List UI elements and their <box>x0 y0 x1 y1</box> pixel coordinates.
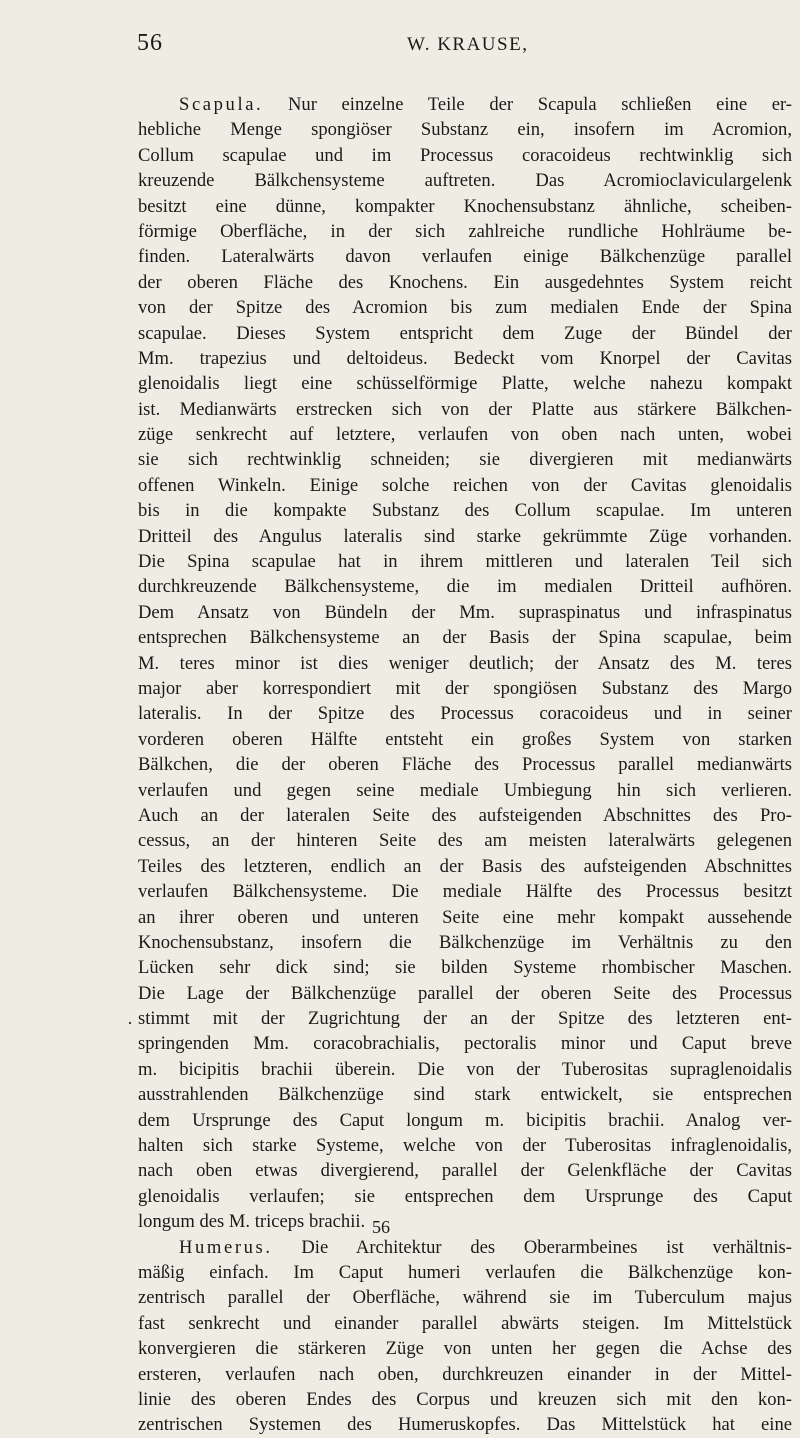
text-line <box>138 905 792 930</box>
section-heading: Humerus. <box>179 1236 273 1258</box>
text-line <box>138 549 792 574</box>
line-text: fast senkrecht und einander parallel abwärts steigen. Im Mittelstück <box>138 1312 792 1334</box>
line-text: Knochensubstanz, insofern die Bälkchenzüge im Verhältnis zu den <box>138 931 792 953</box>
text-line <box>138 447 792 472</box>
text-line <box>138 1184 792 1209</box>
text-line <box>138 625 792 650</box>
page-number: 56 <box>137 30 163 56</box>
text-line <box>138 727 792 752</box>
text-line <box>138 397 792 422</box>
text-line <box>138 321 792 346</box>
text-line <box>138 1006 792 1031</box>
text-line <box>138 600 792 625</box>
text-line <box>138 346 792 371</box>
text-line <box>138 879 792 904</box>
text-line <box>138 981 792 1006</box>
margin-mark: · <box>127 1013 133 1033</box>
line-text: sie sich rechtwinklig schneiden; sie divergieren mit medianwärts <box>138 449 792 471</box>
line-text: hebliche Menge spongiöser Substanz ein, insofern im Acromion, <box>138 119 792 141</box>
text-line <box>138 473 792 498</box>
line-text: Die Lage der Bälkchenzüge parallel der oberen Seite des Processus <box>138 982 792 1004</box>
text-line <box>138 194 792 219</box>
section-heading: Scapula. <box>179 94 264 115</box>
line-text: durchkreuzende Bälkchensysteme, die im medialen Dritteil aufhören. <box>138 576 792 598</box>
text-line <box>138 752 792 777</box>
line-text: springenden Mm. coracobrachialis, pectoralis minor und Caput breve <box>138 1033 792 1055</box>
line-text: ist. Medianwärts erstrecken sich von der Platte aus stärkere Bälkchen- <box>138 398 792 420</box>
text-line <box>138 1158 792 1183</box>
line-text: kreuzende Bälkchensysteme auftreten. Das Acromioclaviculargelenk <box>138 170 792 192</box>
line-text: ersteren, verlaufen nach oben, durchkreuzen einander in der Mittel- <box>138 1363 792 1385</box>
text-line <box>138 371 792 396</box>
line-text: Auch an der lateralen Seite des aufsteigenden Abschnittes des Pro- <box>138 804 792 826</box>
line-text: scapulae. Dieses System entspricht dem Zuge der Bündel der <box>138 322 792 344</box>
line-text: bis in die kompakte Substanz des Collum scapulae. Im unteren <box>138 500 792 522</box>
line-text: finden. Lateralwärts davon verlaufen einige Bälkchenzüge parallel <box>138 246 792 268</box>
text-line <box>138 955 792 980</box>
line-text: linie des oberen Endes des Corpus und kreuzen sich mit den kon- <box>138 1388 792 1410</box>
footer-page-number: 56 <box>372 1217 390 1237</box>
text-line <box>138 1133 792 1158</box>
text-line <box>138 803 792 828</box>
text-line <box>138 854 792 879</box>
text-line <box>138 92 792 117</box>
text-line <box>138 1412 792 1437</box>
text-line <box>138 270 792 295</box>
line-text: zentrischen Systemen des Humeruskopfes. Das Mittelstück hat eine <box>138 1414 792 1436</box>
line-text: Nur einzelne Teile der Scapula schließen eine er- <box>263 94 792 115</box>
line-text: züge senkrecht auf letztere, verlaufen von oben nach unten, wobei <box>138 424 792 446</box>
line-text: Die Architektur des Oberarmbeines ist verhältnis- <box>272 1236 792 1258</box>
line-text: der oberen Fläche des Knochens. Ein ausgedehntes System reicht <box>138 271 792 293</box>
text-line <box>138 1336 792 1361</box>
line-text: nach oben etwas divergierend, parallel der Gelenkfläche der Cavitas <box>138 1160 792 1182</box>
line-text: glenoidalis verlaufen; sie entsprechen dem Ursprunge des Caput <box>138 1185 792 1207</box>
text-line <box>138 828 792 853</box>
line-text: konvergieren die stärkeren Züge von unten her gegen die Achse des <box>138 1338 792 1360</box>
line-text: Collum scapulae und im Processus coracoideus rechtwinklig sich <box>138 144 792 166</box>
line-text: vorderen oberen Hälfte entsteht ein großes System von starken <box>138 728 792 750</box>
line-text: M. teres minor ist dies weniger deutlich; der Ansatz des M. teres <box>138 652 792 674</box>
line-text: zentrisch parallel der Oberfläche, während sie im Tuberculum majus <box>138 1287 792 1309</box>
text-line <box>138 676 792 701</box>
running-head: W. KRAUSE, <box>407 34 529 55</box>
text-line <box>138 930 792 955</box>
page-header <box>137 30 792 60</box>
line-text: Bälkchen, die der oberen Fläche des Processus parallel medianwärts <box>138 754 792 776</box>
text-line <box>138 701 792 726</box>
line-text: verlaufen und gegen seine mediale Umbiegung hin sich verlieren. <box>138 779 792 801</box>
line-text: an ihrer oberen und unteren Seite eine mehr kompakt aussehende <box>138 906 792 928</box>
text-line <box>138 524 792 549</box>
text-line <box>138 168 792 193</box>
text-line <box>138 1387 792 1412</box>
line-text: lateralis. In der Spitze des Processus coracoideus und in seiner <box>138 703 792 725</box>
line-text: stimmt mit der Zugrichtung der an der Spitze des letzteren ent- <box>138 1008 792 1030</box>
line-text: major aber korrespondiert mit der spongiösen Substanz des Margo <box>138 677 792 699</box>
text-line <box>138 1031 792 1056</box>
text-line <box>138 117 792 142</box>
line-text: Die Spina scapulae hat in ihrem mittleren und lateralen Teil sich <box>138 551 792 573</box>
text-line <box>138 422 792 447</box>
line-text: Lücken sehr dick sind; sie bilden Systeme rhombischer Maschen. <box>138 957 792 979</box>
line-text: förmige Oberfläche, in der sich zahlreiche rundliche Hohlräume be- <box>138 220 792 242</box>
text-line <box>138 295 792 320</box>
line-text: Dritteil des Angulus lateralis sind starke gekrümmte Züge vorhanden. <box>138 525 792 547</box>
text-line <box>138 498 792 523</box>
line-text: cessus, an der hinteren Seite des am meisten lateralwärts gelegenen <box>138 830 792 852</box>
text-line <box>138 1362 792 1387</box>
text-line <box>138 244 792 269</box>
line-text: von der Spitze des Acromion bis zum medialen Ende der Spina <box>138 297 792 319</box>
line-text: Dem Ansatz von Bündeln der Mm. supraspinatus und infraspinatus <box>138 601 792 623</box>
line-text: entsprechen Bälkchensysteme an der Basis der Spina scapulae, beim <box>138 627 792 649</box>
line-text: Teiles des letzteren, endlich an der Basis des aufsteigenden Abschnittes <box>138 855 792 877</box>
text-line <box>138 651 792 676</box>
text-line <box>138 1082 792 1107</box>
text-line <box>138 1235 792 1260</box>
line-text: besitzt eine dünne, kompakter Knochensubstanz ähnliche, scheiben- <box>138 195 792 217</box>
body-text <box>138 92 792 1438</box>
line-text: Mm. trapezius und deltoideus. Bedeckt vom Knorpel der Cavitas <box>138 347 792 369</box>
text-line <box>138 219 792 244</box>
line-text: halten sich starke Systeme, welche von der Tuberositas infraglenoidalis, <box>138 1135 792 1157</box>
text-line <box>138 1285 792 1310</box>
text-line <box>138 1311 792 1336</box>
text-line <box>138 778 792 803</box>
line-text: mäßig einfach. Im Caput humeri verlaufen die Bälkchenzüge kon- <box>138 1261 792 1283</box>
text-line <box>138 574 792 599</box>
text-line <box>138 1108 792 1133</box>
line-text: glenoidalis liegt eine schüsselförmige Platte, welche nahezu kompakt <box>138 373 792 395</box>
text-line <box>138 1260 792 1285</box>
line-text: ausstrahlenden Bälkchenzüge sind stark entwickelt, sie entsprechen <box>138 1084 792 1106</box>
text-line <box>138 1209 792 1234</box>
text-line <box>138 1057 792 1082</box>
line-text: longum des M. triceps brachii. <box>138 1211 366 1233</box>
line-text: offenen Winkeln. Einige solche reichen von der Cavitas glenoidalis <box>138 474 792 496</box>
line-text: verlaufen Bälkchensysteme. Die mediale Hälfte des Processus besitzt <box>138 881 792 903</box>
text-line <box>138 143 792 168</box>
line-text: m. bicipitis brachii überein. Die von der Tuberositas supraglenoidalis <box>138 1058 792 1080</box>
line-text: dem Ursprunge des Caput longum m. bicipitis brachii. Analog ver- <box>138 1109 792 1131</box>
